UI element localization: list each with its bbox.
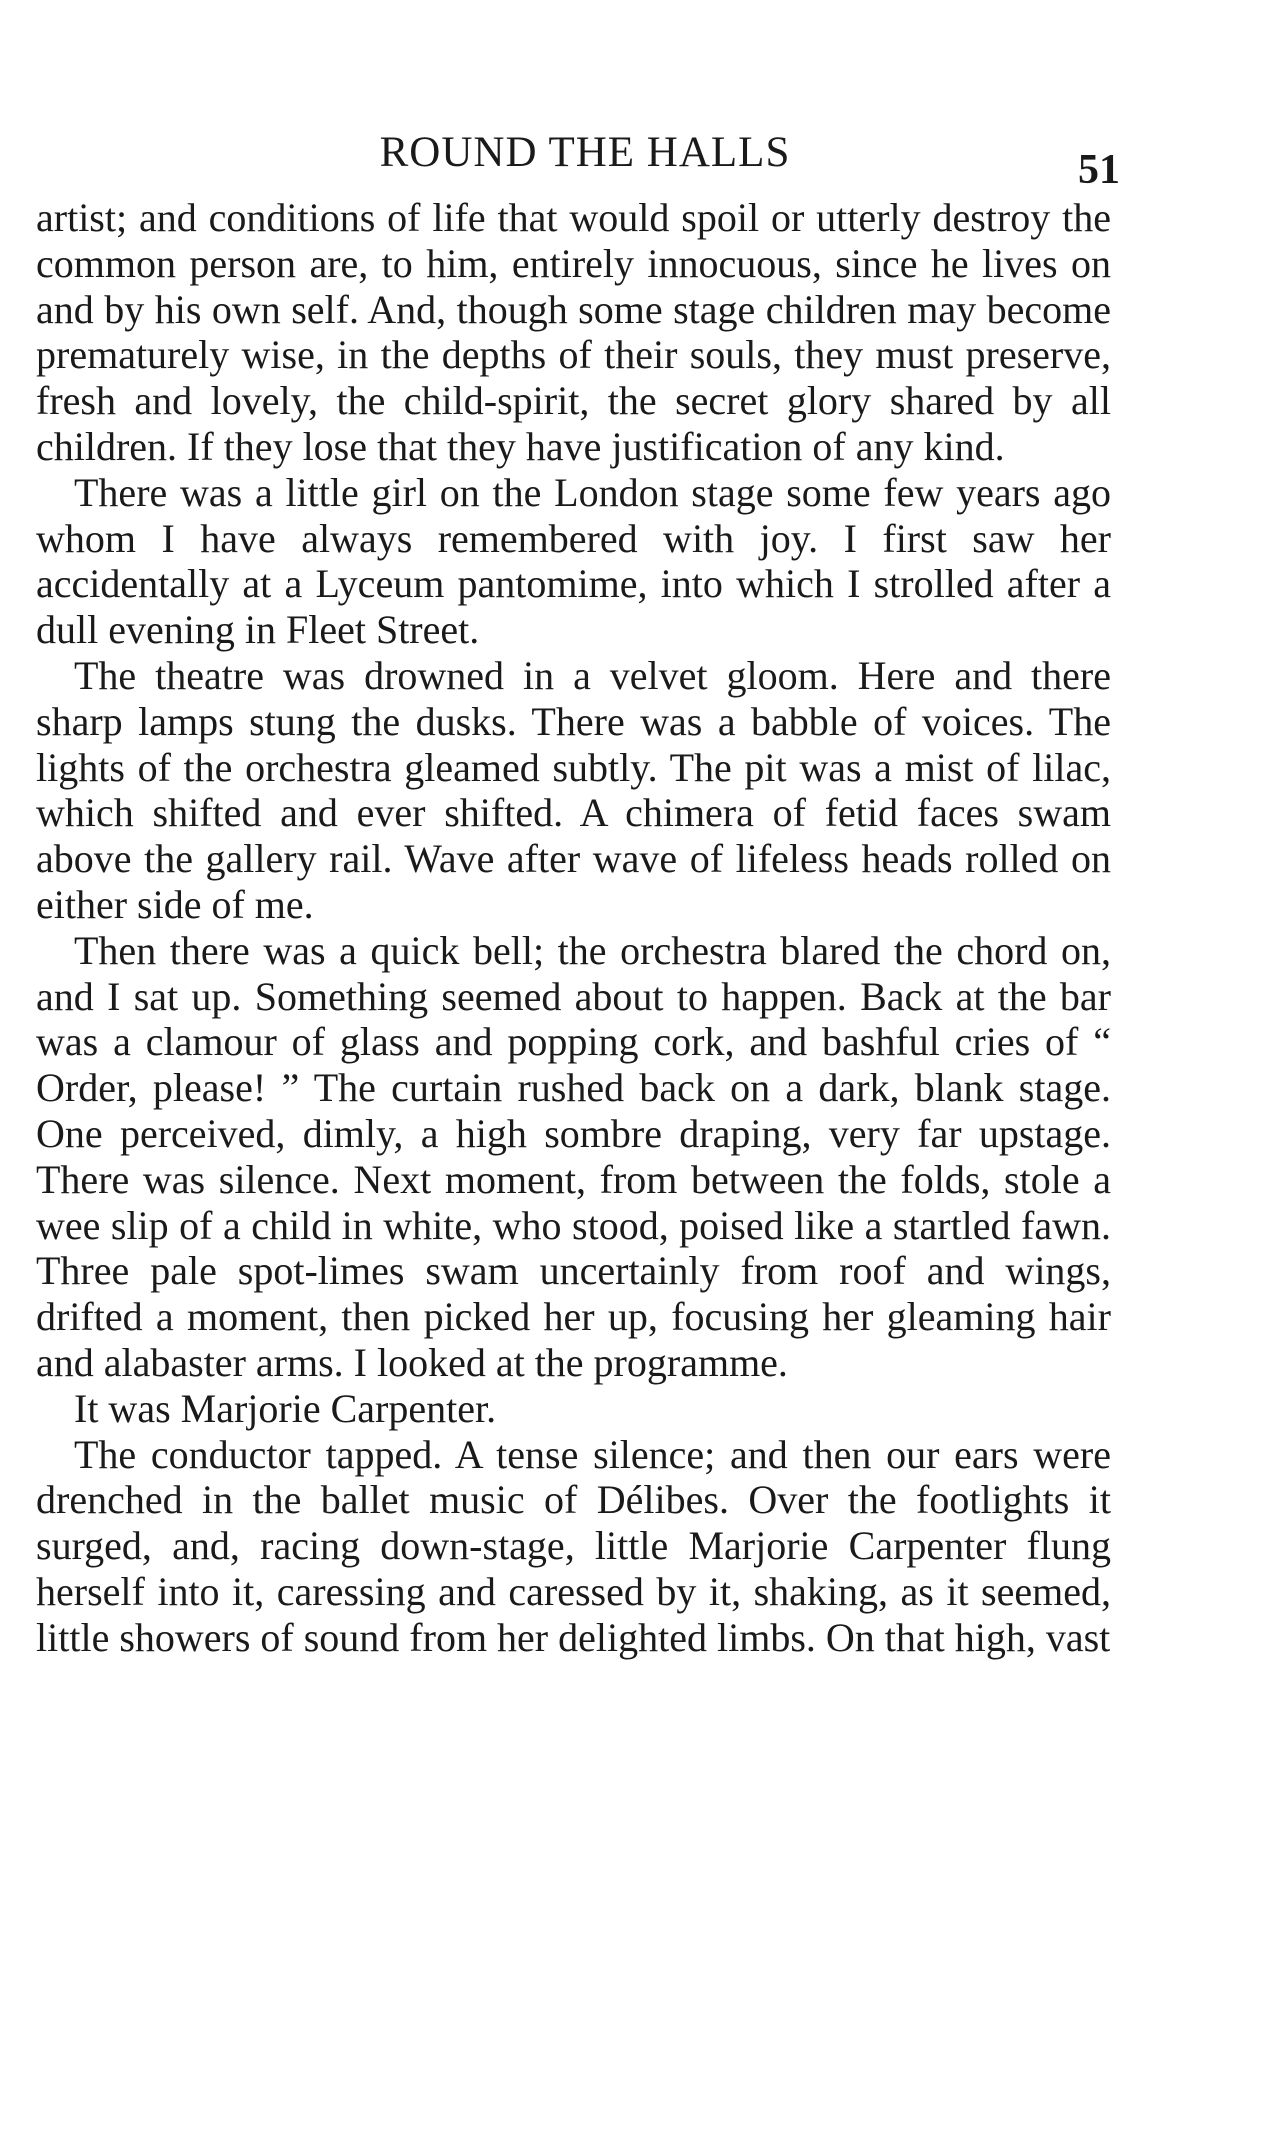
running-head-title: ROUND THE HALLS — [379, 129, 791, 176]
paragraph-continued: artist; and conditions of life that would spoil or utterly destroy the common person are, to him, entirely innocuous, since he lives on and by his own self. And, though some stage children may become prematurely wise, in the depths of their souls, they must preserve, fresh and lovely, the child-spirit, the secret glory shared by all children. If they lose that they have justification of any kind. — [36, 195, 1111, 469]
paragraph-conductor: The conductor tapped. A tense silence; and then our ears were drenched in the ballet music of Délibes. Over the footlights it surged, and, racing down-stage, little Marjorie Carpenter flung herself into it, caressing and caressed by it, shaking, as it seemed, little showers of sound from her delighted limbs. On that high, vast — [36, 1431, 1111, 1660]
body-text — [36, 195, 1111, 1661]
paragraph-theatre: The theatre was drowned in a velvet gloom. Here and there sharp lamps stung the dusks. There was a babble of voices. The lights of the orchestra gleamed subtly. The pit was a mist of lilac, which shifted and ever shifted. A chimera of fetid faces swam above the gallery rail. Wave after wave of lifeless heads rolled on either side of me. — [36, 652, 1111, 927]
running-head — [50, 128, 1120, 193]
paragraph-marjorie: It was Marjorie Carpenter. — [74, 1385, 497, 1431]
paragraph-quick-bell: Then there was a quick bell; the orchestra blared the chord on, and I sat up. Something seemed about to happen. Back at the bar was a clamour of glass and popping cork, and bashful cries of “ Order, please! ” The curtain rushed back on a dark, blank stage. One perceived, dimly, a high sombre draping, very far upstage. There was silence. Next moment, from between the folds, stole a wee slip of a child in white, who stood, poised like a startled fawn. Three pale spot-limes swam uncertainly from roof and wings, drifted a moment, then picked her up, focusing her gleaming hair and alabaster arms. I looked at the programme. — [36, 927, 1111, 1385]
page-number: 51 — [1078, 147, 1120, 193]
paragraph-little-girl: There was a little girl on the London stage some few years ago whom I have always remembered with joy. I first saw her accidentally at a Lyceum pantomime, into which I strolled after a dull evening in Fleet Street. — [36, 469, 1111, 653]
